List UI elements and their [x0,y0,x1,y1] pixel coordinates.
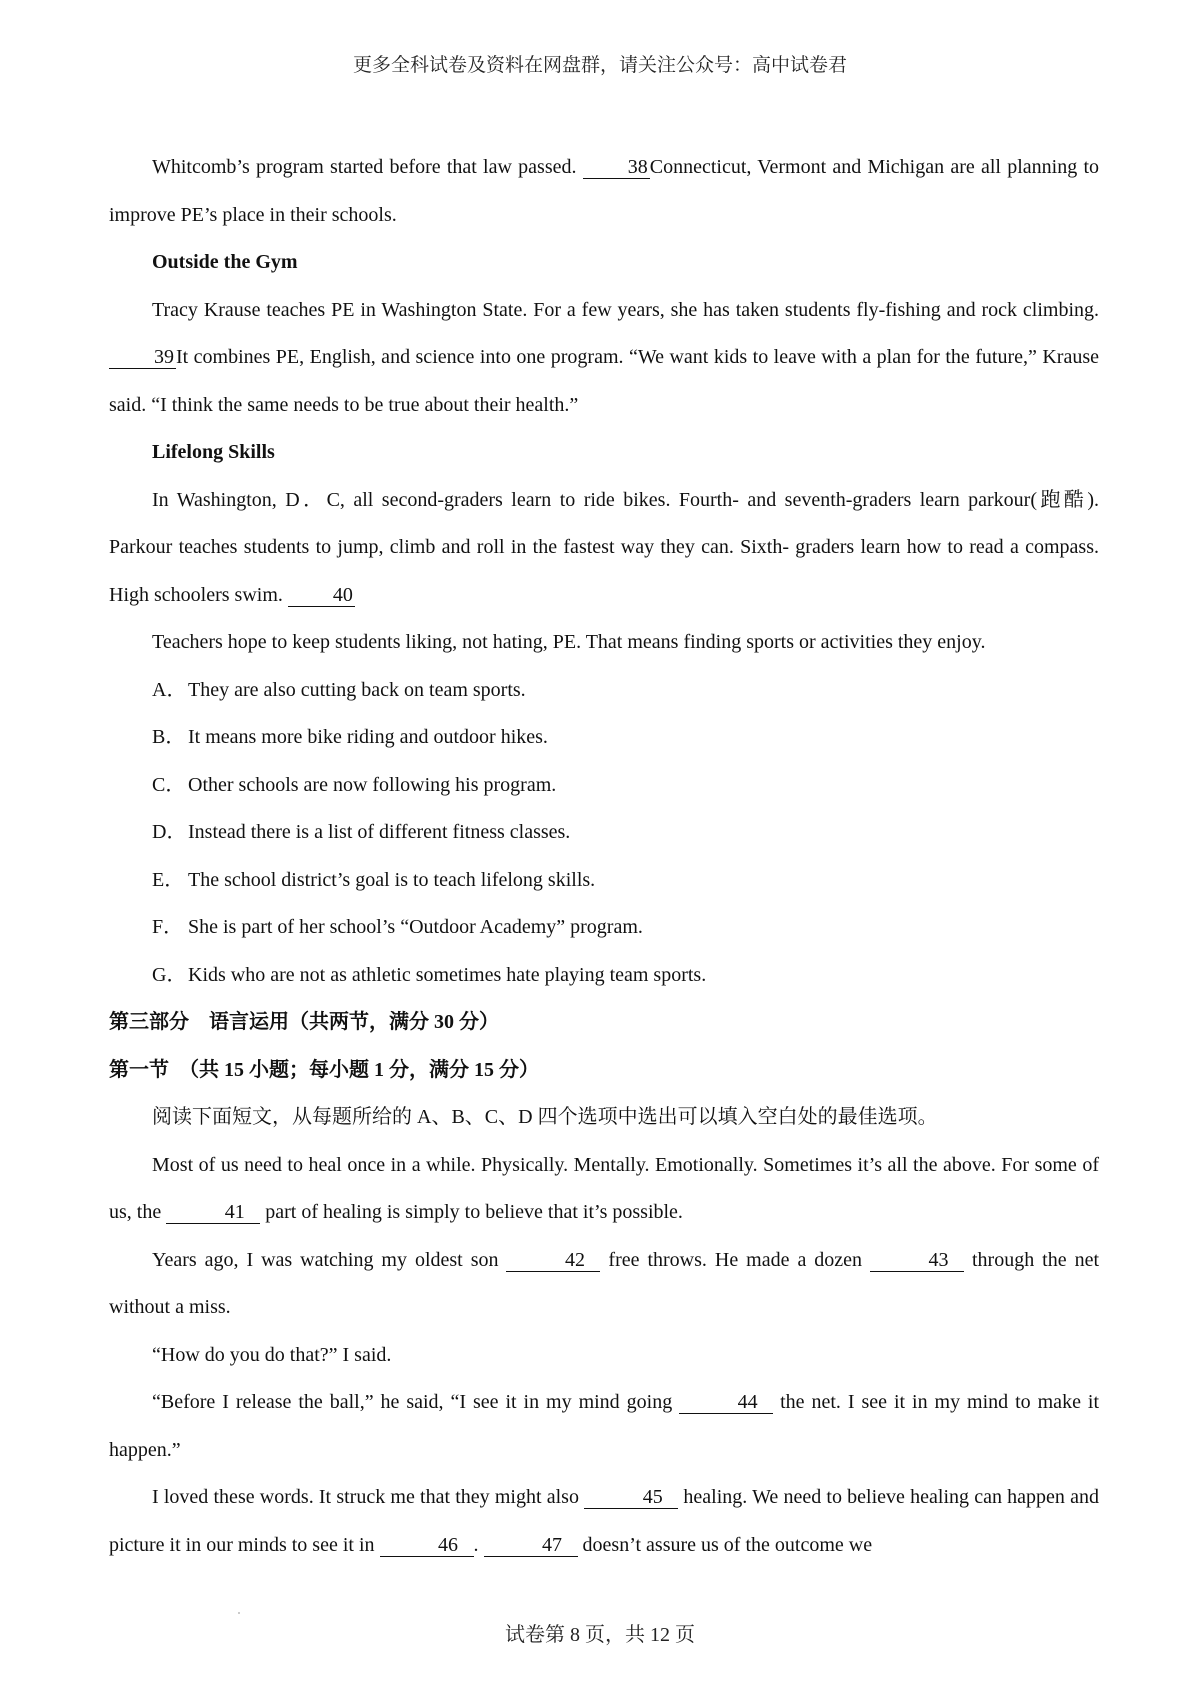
p3-text-before: In Washington, D．C, all second-graders learn to ride bikes. Fourth- and seventh-graders learn parkour(跑酷). Parkour teaches students to jump, climb and roll in the fastest way they can. Sixth- graders learn how to read a compass. High schoolers swim. [109,488,1099,606]
blank-42: 42 [506,1249,600,1272]
passage-paragraph-3 [109,477,1099,620]
p1-text-after: Connecticut, Vermont and Michigan are all planning to improve PE’s place in their schools. [109,156,1100,226]
c4-text-before: “Before I release the ball,” he said, “I see it in my mind going [152,1391,680,1413]
option-text: Kids who are not as athletic sometimes hate playing team sports. [188,963,707,986]
heading-lifelong-skills: Lifelong Skills [152,441,275,463]
option-a [109,667,1099,715]
option-letter: F． [152,916,184,938]
blank-47: 47 [484,1534,578,1557]
c2-text-before: Years ago, I was watching my oldest son [152,1248,507,1271]
passage-paragraph-4: Teachers hope to keep students liking, not hating, PE. That means finding sports or activities they enjoy. [152,631,986,653]
option-letter: B． [152,726,186,748]
cloze-paragraph-4 [109,1379,1099,1474]
option-text: Other schools are now following his program. [188,773,557,796]
blank-41: 41 [166,1201,260,1224]
cloze-paragraph-2 [109,1237,1099,1332]
part-three-title: 第三部分 语言运用（共两节，满分 30 分） [109,1011,499,1033]
top-banner: 更多全科试卷及资料在网盘群，请关注公众号：高中试卷君 [352,55,847,76]
c2-text-after: through the net without a miss. [109,1248,1100,1318]
blank-44: 44 [679,1391,773,1414]
option-text: She is part of her school’s “Outdoor Academy” program. [188,916,643,938]
c5-text-before: I loved these words. It struck me that they might also [152,1486,585,1508]
blank-38: 38 [583,156,650,179]
cloze-paragraph-1 [109,1142,1099,1237]
option-text: They are also cutting back on team sports. [188,678,526,701]
c5-text-after: doesn’t assure us of the outcome we [577,1533,873,1556]
option-letter: G． [152,963,187,986]
option-letter: E． [152,868,185,891]
c1-text-before: Most of us need to heal once in a while. Physically. Mentally. Emotionally. Sometimes it’s all the above. For some of us, the [109,1153,1099,1223]
option-g [109,952,1099,1000]
blank-46: 46 [380,1534,474,1557]
option-text: It means more bike riding and outdoor hikes. [188,726,548,748]
section-one-title: 第一节 （共 15 小题；每小题 1 分，满分 15 分） [109,1058,539,1081]
options-list [109,667,1099,1000]
p2-text-before: Tracy Krause teaches PE in Washington State. For a few years, she has taken students fly-fishing and rock climbing. [152,298,1099,321]
p1-text-before: Whitcomb’s program started before that law passed. [152,156,583,178]
blank-43: 43 [870,1249,964,1272]
blank-39: 39 [109,346,176,369]
c2-text-mid: free throws. He made a dozen [600,1248,871,1271]
option-text: Instead there is a list of different fitness classes. [188,821,571,843]
cloze-instruction: 阅读下面短文，从每题所给的 A、B、C、D 四个选项中选出可以填入空白处的最佳选项。 [152,1106,938,1128]
option-text: The school district’s goal is to teach lifelong skills. [188,868,596,891]
page-footer: 试卷第 8 页，共 12 页 [505,1624,695,1646]
passage-paragraph-1 [109,144,1099,239]
c5-text-mid2: . [473,1533,484,1556]
heading-outside-the-gym: Outside the Gym [152,251,298,273]
cloze-paragraph-3: “How do you do that?” I said. [152,1343,392,1366]
option-b [109,714,1099,762]
option-d [109,809,1099,857]
c5-text-mid1: healing. We need to believe healing can happen and picture it in our minds to see it in [109,1486,1100,1556]
option-letter: A． [152,678,187,701]
cloze-paragraph-5 [109,1474,1099,1569]
p2-text-after: It combines PE, English, and science into one program. “We want kids to leave with a plan for the future,” Krause said. “I think the same needs to be true about their health.” [109,346,1099,416]
scan-speck [238,1612,240,1614]
option-e [109,857,1099,905]
option-f [109,904,1099,952]
c1-text-after: part of healing is simply to believe that it’s possible. [260,1201,683,1223]
option-letter: D． [152,821,187,843]
blank-40: 40 [288,584,355,607]
option-c [109,762,1099,810]
option-letter: C． [152,773,186,796]
passage-paragraph-2 [109,287,1099,430]
blank-45: 45 [584,1486,678,1509]
c4-text-after: the net. I see it in my mind to make it happen.” [109,1391,1100,1461]
page-content [109,144,1099,1569]
